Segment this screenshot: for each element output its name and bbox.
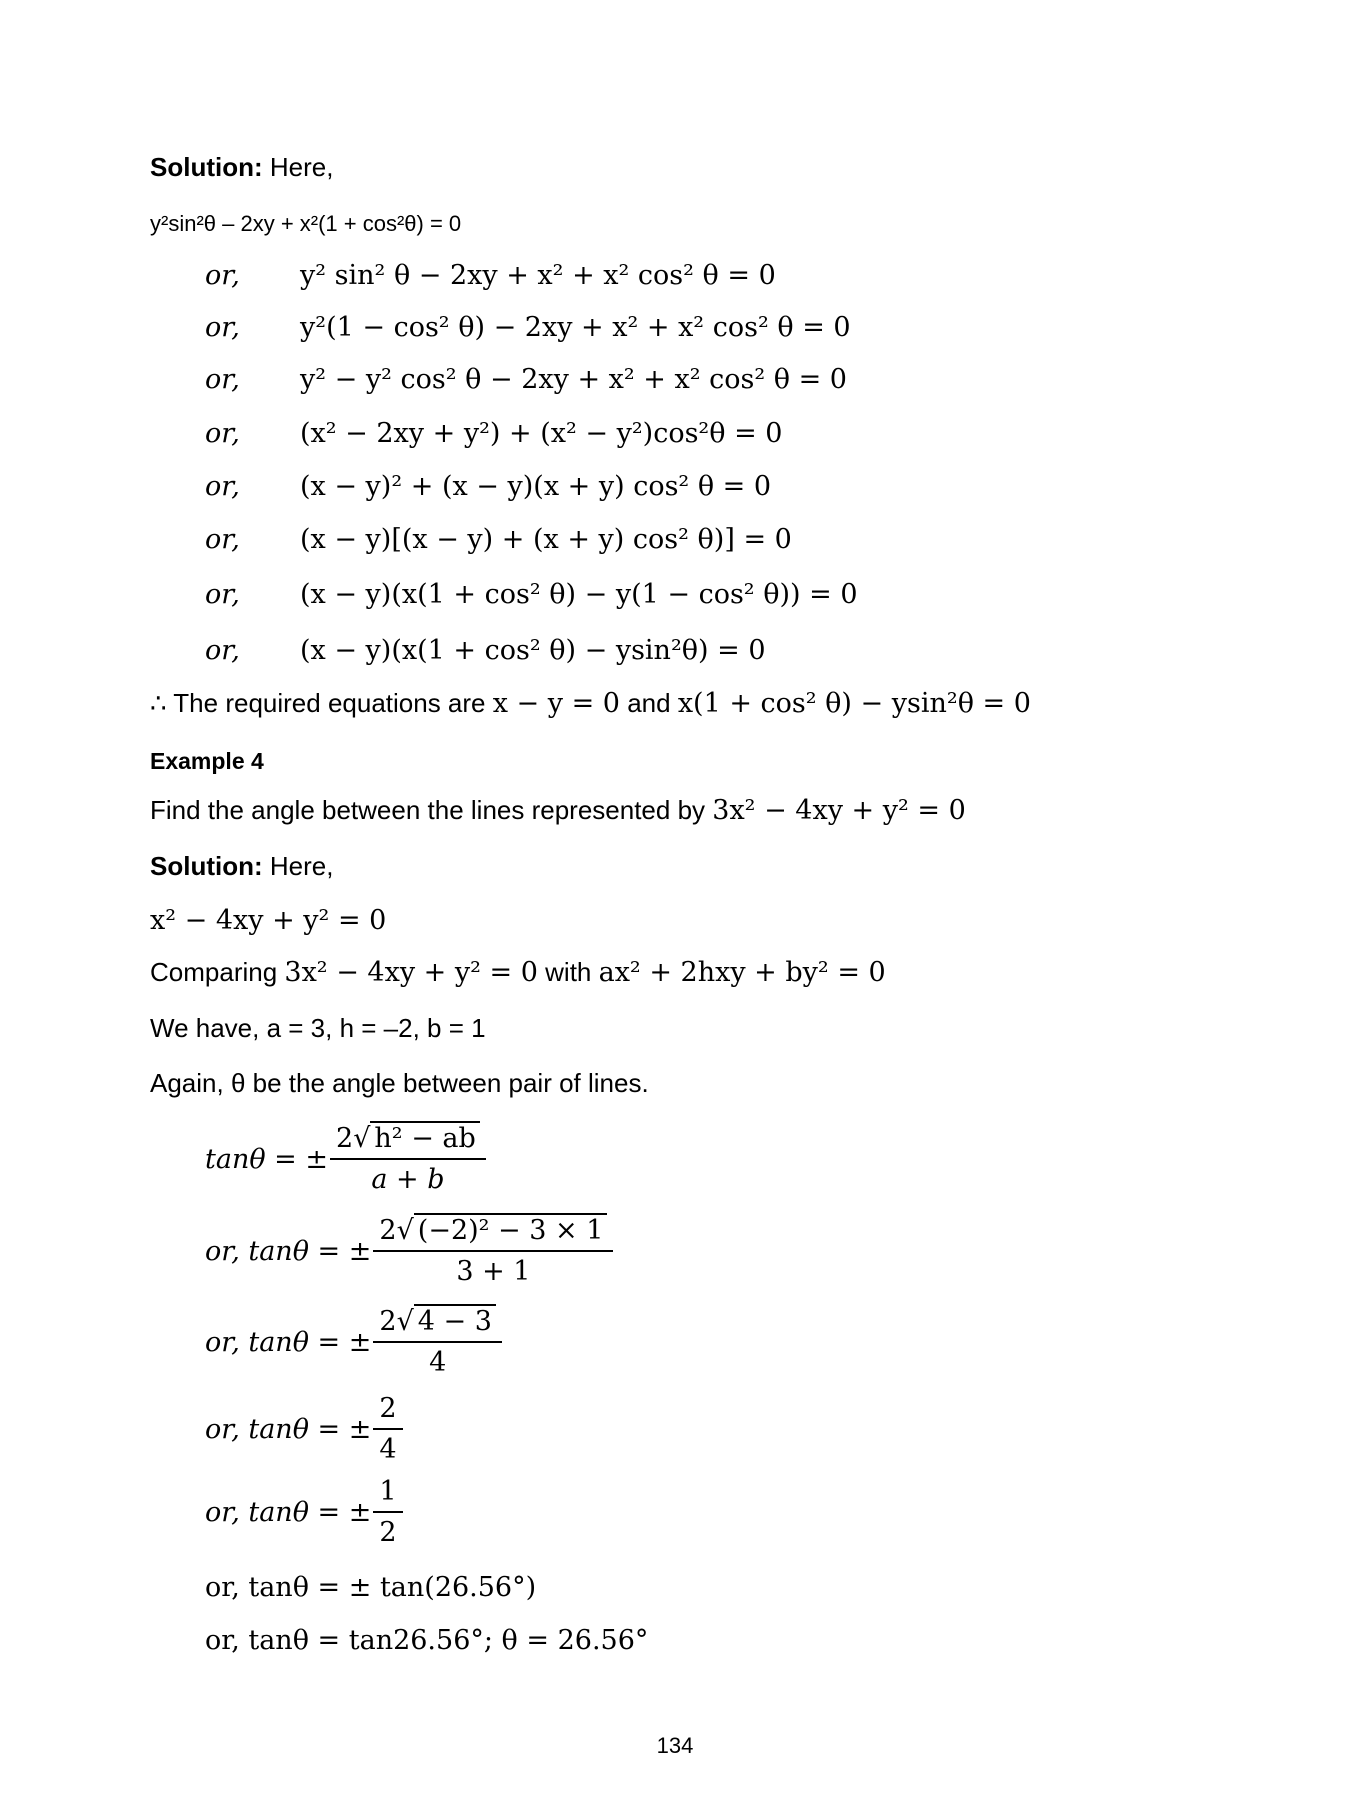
sqrt-symbol: √ 4 − 3 [397,1306,496,1337]
solution-heading-line [150,851,333,882]
solution-label: Solution: [150,152,263,182]
numerator-coefficient: 2 [336,1123,354,1154]
solution-heading-line [150,152,333,183]
sqrt-symbol: √ (−2)² − 3 × 1 [397,1215,608,1246]
solution-label-rest: Here, [262,152,334,182]
solution-label: Solution: [150,851,263,881]
fraction-numerator: 1 [373,1476,402,1513]
fraction-numerator: 2 [373,1393,402,1430]
tan-step-row [205,1625,648,1656]
conclusion-and: and [619,688,678,718]
or-label: or, [205,635,240,666]
step-fraction [373,1306,502,1378]
radicand: h² − ab [370,1121,479,1154]
or-label: or, [205,364,240,395]
step-lhs: or, tanθ = ± [205,1326,372,1358]
tan-step-row [205,1476,405,1548]
step-equation: or, tanθ = ± tan(26.56°) [205,1572,537,1603]
comparing-line [150,957,886,988]
or-label: or, [205,471,240,502]
or-label: or, [205,418,240,449]
fraction-denominator: 4 [429,1347,447,1378]
numerator-coefficient: 2 [379,1215,397,1246]
comparing-equation-2: ax² + 2hxy + by² = 0 [598,957,886,988]
given-equation: x² − 4xy + y² = 0 [150,905,387,936]
step-equation: (x − y)(x(1 + cos² θ) − y(1 − cos² θ)) = 0 [300,579,858,610]
fraction-denominator: 3 + 1 [456,1256,531,1287]
example-title: Example 4 [150,748,264,774]
step-lhs: or, tanθ = ± [205,1235,372,1267]
step-lhs: or, tanθ = ± [205,1496,372,1528]
step-equation: (x − y)² + (x − y)(x + y) cos² θ = 0 [300,471,772,502]
tan-step-row [205,1215,615,1287]
comparing-equation-1: 3x² − 4xy + y² = 0 [284,957,538,988]
angle-definition: Again, θ be the angle between pair of lines. [150,1068,649,1098]
tan-step-row [205,1393,405,1465]
conclusion-equation-1: x − y = 0 [492,688,620,719]
example-question [150,795,966,826]
step-equation: or, tanθ = tan26.56°; θ = 26.56° [205,1625,649,1656]
step-fraction [373,1393,402,1465]
step-equation: (x − y)(x(1 + cos² θ) − ysin²θ) = 0 [300,635,766,666]
or-label: or, [205,524,240,555]
coefficients-line: We have, a = 3, h = –2, b = 1 [150,1013,486,1043]
question-equation: 3x² − 4xy + y² = 0 [712,795,966,826]
step-equation: y²(1 − cos² θ) − 2xy + x² + x² cos² θ = 0 [300,312,851,343]
formula-lhs: tanθ = ± [205,1143,329,1175]
tan-step-row [205,1572,536,1603]
step-equation: y² − y² cos² θ − 2xy + x² + x² cos² θ = 0 [300,364,847,395]
radicand: (−2)² − 3 × 1 [414,1213,608,1246]
sqrt-symbol: √ h² − ab [353,1123,480,1154]
tan-step-row [205,1306,504,1378]
given-equation: y²sin²θ – 2xy + x²(1 + cos²θ) = 0 [150,211,462,236]
solution-label-rest: Here, [262,851,334,881]
conclusion-equation-2: x(1 + cos² θ) − ysin²θ = 0 [677,688,1031,719]
numerator-coefficient: 2 [379,1306,397,1337]
fraction-denominator: 2 [379,1517,397,1548]
step-fraction [373,1476,402,1548]
page-number: 134 [656,1733,694,1758]
step-fraction [373,1215,613,1287]
or-label: or, [205,260,240,291]
step-equation: (x² − 2xy + y²) + (x² − y²)cos²θ = 0 [300,418,783,449]
or-label: or, [205,312,240,343]
fraction-denominator: a + b [371,1164,445,1195]
comparing-with: with [537,957,599,987]
fraction-numerator [330,1123,486,1160]
fraction-denominator: 4 [379,1434,397,1465]
tan-formula [205,1123,488,1195]
formula-fraction [330,1123,486,1195]
or-label: or, [205,579,240,610]
fraction-numerator [373,1306,502,1343]
fraction-numerator [373,1215,613,1252]
question-text: Find the angle between the lines represented by [150,795,713,825]
conclusion-text: ∴ The required equations are [150,688,493,718]
step-equation: y² sin² θ − 2xy + x² + x² cos² θ = 0 [300,260,776,291]
conclusion [150,688,1031,719]
comparing-text: Comparing [150,957,285,987]
radicand: 4 − 3 [414,1304,496,1337]
step-lhs: or, tanθ = ± [205,1413,372,1445]
step-equation: (x − y)[(x − y) + (x + y) cos² θ)] = 0 [300,524,792,555]
